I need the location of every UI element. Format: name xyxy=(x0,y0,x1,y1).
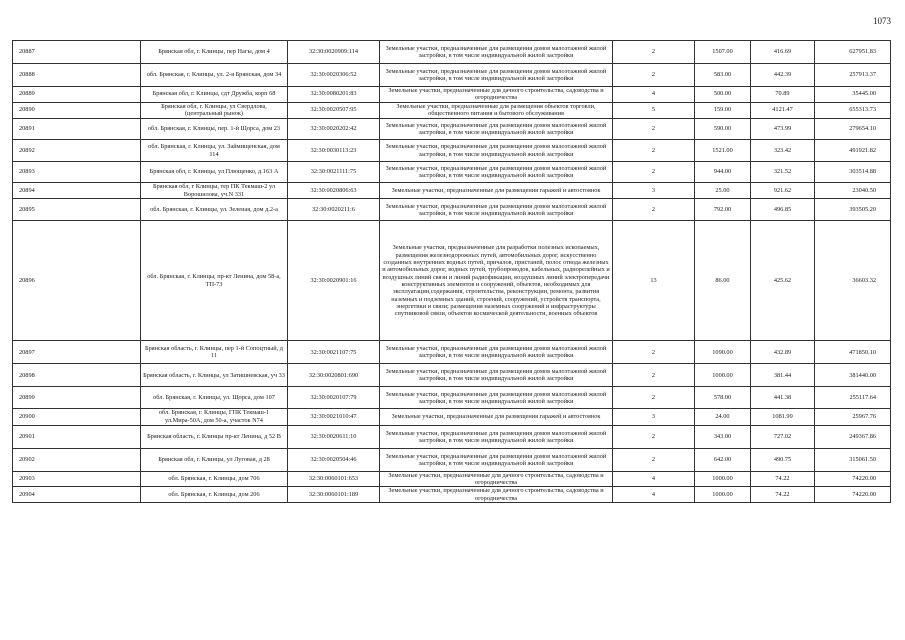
specific-value-cell: 473.99 xyxy=(751,119,815,140)
specific-value-cell: 921.62 xyxy=(751,183,815,199)
row-number-cell: 20900 xyxy=(13,409,141,425)
table-row xyxy=(13,448,891,471)
cadastral-value-cell: 471850.10 xyxy=(815,341,891,364)
land-use-type-cell: Земельные участки, предназначенные для размещения домов малоэтажной жилой застройки, в том числе индивидуальной жилой застройки xyxy=(380,64,613,87)
table-row xyxy=(13,387,891,409)
group-number-cell: 2 xyxy=(613,41,695,64)
table-body xyxy=(13,41,891,503)
area-cell: 1090.00 xyxy=(695,341,751,364)
table-row xyxy=(13,119,891,140)
area-cell: 86.00 xyxy=(695,221,751,341)
address-cell: обл. Брянская, г. Клинцы, пр-кт Ленина, дом 58-а, ТП-73 xyxy=(141,221,288,341)
land-use-type-cell: Земельные участки, предназначенные для размещения домов малоэтажной жилой застройки, в том числе индивидуальной жилой застройки xyxy=(380,425,613,448)
address-cell: Брянская обл, г Клинцы, тер ПК Текмаш-2 ул Ворошилова, уч.N 331 xyxy=(141,183,288,199)
cadastral-value-cell: 627951.83 xyxy=(815,41,891,64)
group-number-cell: 3 xyxy=(613,409,695,425)
specific-value-cell: 496.85 xyxy=(751,199,815,221)
land-use-type-cell: Земельные участки, предназначенные для размещения домов малоэтажной жилой застройки, в том числе индивидуальной жилой застройки xyxy=(380,162,613,183)
address-cell: Брянская обл, г. Клинцы, ул Плющенко, д.163 А xyxy=(141,162,288,183)
table-row xyxy=(13,364,891,387)
table-row xyxy=(13,64,891,87)
cadastral-value-cell: 381440.00 xyxy=(815,364,891,387)
cadastral-value-cell: 655313.73 xyxy=(815,102,891,118)
row-number-cell: 20895 xyxy=(13,199,141,221)
area-cell: 343.00 xyxy=(695,425,751,448)
address-cell: обл. Брянская, г. Клинцы, ул. Зеленая, дом д.2-а xyxy=(141,199,288,221)
table-row xyxy=(13,341,891,364)
area-cell: 944.00 xyxy=(695,162,751,183)
row-number-cell: 20897 xyxy=(13,341,141,364)
cadastral-number-cell: 32:30:0020901:16 xyxy=(288,221,380,341)
group-number-cell: 2 xyxy=(613,162,695,183)
address-cell: обл. Брянская, г. Клинцы, ул. 2-я Брянская, дом 34 xyxy=(141,64,288,87)
cadastral-number-cell: 32:30:0020507:95 xyxy=(288,102,380,118)
row-number-cell: 20887 xyxy=(13,41,141,64)
area-cell: 583.00 xyxy=(695,64,751,87)
area-cell: 24.00 xyxy=(695,409,751,425)
area-cell: 1000.00 xyxy=(695,364,751,387)
specific-value-cell: 70.89 xyxy=(751,87,815,103)
row-number-cell: 20890 xyxy=(13,102,141,118)
group-number-cell: 3 xyxy=(613,183,695,199)
area-cell: 500.00 xyxy=(695,87,751,103)
cadastral-number-cell: 32:30:0020611:10 xyxy=(288,425,380,448)
cadastral-value-cell: 23040.50 xyxy=(815,183,891,199)
table-row xyxy=(13,425,891,448)
row-number-cell: 20889 xyxy=(13,87,141,103)
table-row xyxy=(13,183,891,199)
cadastral-number-cell: 32:30:0060101:653 xyxy=(288,471,380,487)
specific-value-cell: 425.62 xyxy=(751,221,815,341)
table-row xyxy=(13,140,891,162)
group-number-cell: 2 xyxy=(613,448,695,471)
row-number-cell: 20892 xyxy=(13,140,141,162)
address-cell: Брянская область, г. Клинцы, ул Затишневская, уч 33 xyxy=(141,364,288,387)
row-number-cell: 20894 xyxy=(13,183,141,199)
land-use-type-cell: Земельные участки, предназначенные для размещения домов малоэтажной жилой застройки, в том числе индивидуальной жилой застройки xyxy=(380,199,613,221)
area-cell: 590.00 xyxy=(695,119,751,140)
table-row xyxy=(13,162,891,183)
row-number-cell: 20899 xyxy=(13,387,141,409)
address-cell: обл. Брянская, г. Клинцы, дом 206 xyxy=(141,487,288,503)
row-number-cell: 20901 xyxy=(13,425,141,448)
table-row xyxy=(13,487,891,503)
cadastral-number-cell: 32:30:0080201:83 xyxy=(288,87,380,103)
cadastral-value-cell: 279654.10 xyxy=(815,119,891,140)
group-number-cell: 4 xyxy=(613,87,695,103)
table-row xyxy=(13,471,891,487)
land-use-type-cell: Земельные участки, предназначенные для размещения домов малоэтажной жилой застройки, в том числе индивидуальной жилой застройки xyxy=(380,341,613,364)
area-cell: 792.00 xyxy=(695,199,751,221)
address-cell: обл. Брянская, г. Клинцы, ГПК Текмаш-1 ул.Мира-50А, дом 50-а, участок N74 xyxy=(141,409,288,425)
group-number-cell: 2 xyxy=(613,425,695,448)
cadastral-value-cell: 74220.00 xyxy=(815,487,891,503)
group-number-cell: 4 xyxy=(613,471,695,487)
cadastral-value-cell: 257913.37 xyxy=(815,64,891,87)
address-cell: Брянская обл, г. Клинцы, пер Нагы, дом 4 xyxy=(141,41,288,64)
area-cell: 1000.00 xyxy=(695,471,751,487)
land-use-type-cell: Земельные участки, предназначенные для размещения домов малоэтажной жилой застройки, в том числе индивидуальной жилой застройки xyxy=(380,119,613,140)
area-cell: 642.00 xyxy=(695,448,751,471)
area-cell: 1521.00 xyxy=(695,140,751,162)
row-number-cell: 20904 xyxy=(13,487,141,503)
cadastral-value-cell: 393505.20 xyxy=(815,199,891,221)
land-use-type-cell: Земельные участки, предназначенные для размещения домов малоэтажной жилой застройки, в том числе индивидуальной жилой застройки xyxy=(380,387,613,409)
cadastral-number-cell: 32:30:0021010:47 xyxy=(288,409,380,425)
cadastral-value-cell: 74220.00 xyxy=(815,471,891,487)
area-cell: 1000.00 xyxy=(695,487,751,503)
specific-value-cell: 490.75 xyxy=(751,448,815,471)
address-cell: Брянская область, г. Клинцы, пер 1-й Сопоцтный, д 11 xyxy=(141,341,288,364)
cadastral-value-cell: 491921.82 xyxy=(815,140,891,162)
table-row xyxy=(13,221,891,341)
specific-value-cell: 727.02 xyxy=(751,425,815,448)
cadastral-value-cell: 25967.76 xyxy=(815,409,891,425)
row-number-cell: 20896 xyxy=(13,221,141,341)
land-use-type-cell: Земельные участки, предназначенные для дачного строительства, садоводства и огородничества xyxy=(380,471,613,487)
land-use-type-cell: Земельные участки, предназначенные для размещения гаражей и автостоянок xyxy=(380,409,613,425)
land-use-type-cell: Земельные участки, предназначенные для размещения гаражей и автостоянок xyxy=(380,183,613,199)
group-number-cell: 2 xyxy=(613,64,695,87)
group-number-cell: 5 xyxy=(613,102,695,118)
area-cell: 25.00 xyxy=(695,183,751,199)
cadastral-number-cell: 32:30:0021107:75 xyxy=(288,341,380,364)
cadastral-number-cell: 32:30:0021111:75 xyxy=(288,162,380,183)
address-cell: обл. Брянская, г. Клинцы, ул. Щорса, дом 107 xyxy=(141,387,288,409)
group-number-cell: 2 xyxy=(613,364,695,387)
land-use-type-cell: Земельные участки, предназначенные для разработки полезных ископаемых, размещения железнодорожных путей, автомобильных дорог, искусственно созданных внутренних водных путей, причалов, пристаней, полос отвода железных и автомобильных дорог, водных путей, трубопроводов, кабельных, радиорелейных и воздушных линий связи и линий радиофикации, воздушных линий электропередачи конструктивных элементов и сооружений, объектов, необходимых для эксплуатации,содержания, строительства, реконструкции, ремонта, развития наземных и подземных зданий, строений, сооружений, устройств транспорта, энергетики и связи; размещения наземных сооружений и инфраструктуры спутниковой связи, объектов космической деятельности, военных объектов xyxy=(380,221,613,341)
cadastral-number-cell: 32:30:0020107:79 xyxy=(288,387,380,409)
cadastral-number-cell: 32:30:0060101:189 xyxy=(288,487,380,503)
address-cell: обл. Брянская, г. Клинцы, ул. Займищенская, дом 114 xyxy=(141,140,288,162)
specific-value-cell: 416.69 xyxy=(751,41,815,64)
specific-value-cell: 381.44 xyxy=(751,364,815,387)
cadastral-number-cell: 32:30:0020801:690 xyxy=(288,364,380,387)
specific-value-cell: 441.38 xyxy=(751,387,815,409)
cadastral-number-cell: 32:30:0030113:23 xyxy=(288,140,380,162)
cadastral-number-cell: 32:30:0020211:6 xyxy=(288,199,380,221)
cadastral-number-cell: 32:30:0020909:114 xyxy=(288,41,380,64)
table-row xyxy=(13,41,891,64)
table-row xyxy=(13,409,891,425)
group-number-cell: 13 xyxy=(613,221,695,341)
specific-value-cell: 1081.99 xyxy=(751,409,815,425)
row-number-cell: 20888 xyxy=(13,64,141,87)
land-use-type-cell: Земельные участки, предназначенные для размещения домов малоэтажной жилой застройки, в том числе индивидуальной жилой застройки xyxy=(380,41,613,64)
specific-value-cell: 4121.47 xyxy=(751,102,815,118)
group-number-cell: 2 xyxy=(613,387,695,409)
specific-value-cell: 74.22 xyxy=(751,471,815,487)
specific-value-cell: 323.42 xyxy=(751,140,815,162)
cadastral-number-cell: 32:30:0020504:46 xyxy=(288,448,380,471)
cadastral-value-table xyxy=(12,40,891,503)
specific-value-cell: 442.39 xyxy=(751,64,815,87)
specific-value-cell: 74.22 xyxy=(751,487,815,503)
area-cell: 1507.00 xyxy=(695,41,751,64)
land-use-type-cell: Земельные участки, предназначенные для размещения домов малоэтажной жилой застройки, в том числе индивидуальной жилой застройки xyxy=(380,448,613,471)
land-use-type-cell: Земельные участки, предназначенные для дачного строительства, садоводства и огородничества xyxy=(380,487,613,503)
group-number-cell: 4 xyxy=(613,487,695,503)
group-number-cell: 2 xyxy=(613,199,695,221)
cadastral-number-cell: 32:30:0020806:63 xyxy=(288,183,380,199)
address-cell: Брянская область, г. Клинцы пр-кт Ленина, д 52 В xyxy=(141,425,288,448)
land-use-type-cell: Земельные участки, предназначенные для размещения домов малоэтажной жилой застройки, в том числе индивидуальной жилой застройки xyxy=(380,364,613,387)
area-cell: 578.00 xyxy=(695,387,751,409)
cadastral-number-cell: 32:30:0020306:52 xyxy=(288,64,380,87)
address-cell: обл. Брянская, г. Клинцы, дом 706 xyxy=(141,471,288,487)
row-number-cell: 20893 xyxy=(13,162,141,183)
cadastral-value-cell: 255117.64 xyxy=(815,387,891,409)
table-row xyxy=(13,199,891,221)
area-cell: 159.00 xyxy=(695,102,751,118)
address-cell: Брянская обл, г. Клинцы, ул Луговая, д 28 xyxy=(141,448,288,471)
group-number-cell: 2 xyxy=(613,341,695,364)
group-number-cell: 2 xyxy=(613,119,695,140)
address-cell: обл. Брянская, г. Клинцы, пер. 1-й Щорса, дом 23 xyxy=(141,119,288,140)
row-number-cell: 20903 xyxy=(13,471,141,487)
cadastral-value-cell: 36603.32 xyxy=(815,221,891,341)
specific-value-cell: 321.52 xyxy=(751,162,815,183)
row-number-cell: 20902 xyxy=(13,448,141,471)
cadastral-number-cell: 32:30:0020202:42 xyxy=(288,119,380,140)
table-row xyxy=(13,87,891,103)
table-row xyxy=(13,102,891,118)
cadastral-value-cell: 249367.86 xyxy=(815,425,891,448)
cadastral-value-cell: 303514.88 xyxy=(815,162,891,183)
row-number-cell: 20898 xyxy=(13,364,141,387)
land-use-type-cell: Земельные участки, предназначенные для размещения домов малоэтажной жилой застройки, в том числе индивидуальной жилой застройки xyxy=(380,140,613,162)
cadastral-value-cell: 35445.00 xyxy=(815,87,891,103)
row-number-cell: 20891 xyxy=(13,119,141,140)
specific-value-cell: 432.89 xyxy=(751,341,815,364)
page-number: 1073 xyxy=(873,16,891,26)
address-cell: Брянская обл, г. Клинцы, ул Свердлова, (центральный рынок) xyxy=(141,102,288,118)
land-use-type-cell: Земельные участки, предназначенные для дачного строительства, садоводства и огородничества xyxy=(380,87,613,103)
land-use-type-cell: Земельные участки, предназначенные для размещения объектов торговли, общественного питания и бытового обслуживания xyxy=(380,102,613,118)
cadastral-value-cell: 315061.50 xyxy=(815,448,891,471)
address-cell: Брянская обл, г. Клинцы, сдт Дружба, корп 68 xyxy=(141,87,288,103)
group-number-cell: 2 xyxy=(613,140,695,162)
